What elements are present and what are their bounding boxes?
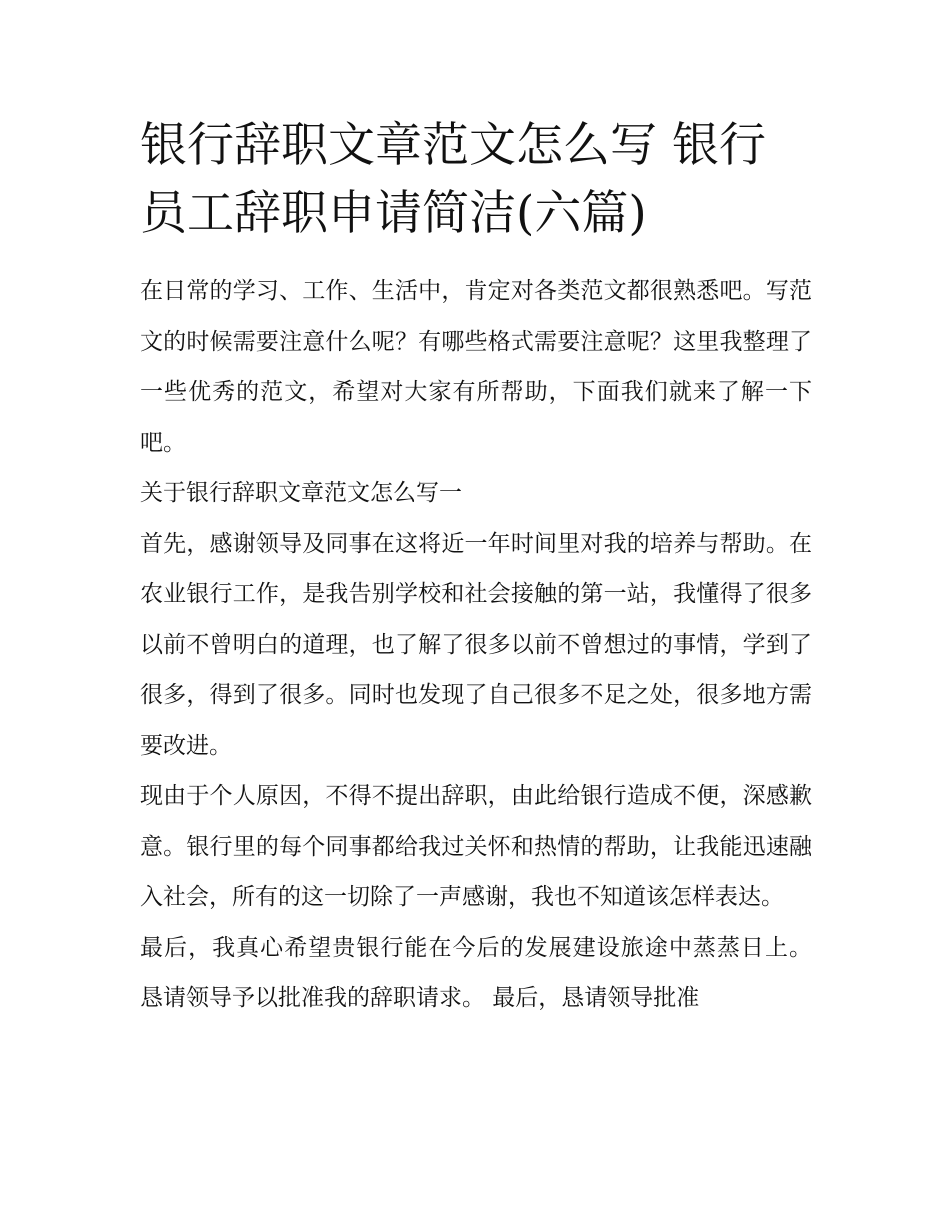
document-page	[140, 112, 812, 1024]
section-heading: 关于银行辞职文章范文怎么写一	[140, 480, 462, 506]
body-paragraph-2: 现由于个人原因，不得不提出辞职，由此给银行造成不便，深感歉意。银行里的每个同事都给我过关怀和热情的帮助，让我能迅速融入社会，所有的这一切除了一声感谢，我也不知道该怎样表达。	[140, 783, 812, 910]
intro-paragraph: 在日常的学习、工作、生活中，肯定对各类范文都很熟悉吧。写范文的时候需要注意什么呢？有哪些格式需要注意呢？这里我整理了一些优秀的范文，希望对大家有所帮助，下面我们就来了解一下吧。	[140, 278, 812, 456]
body-paragraph-1: 首先，感谢领导及同事在这将近一年时间里对我的培养与帮助。在农业银行工作，是我告别学校和社会接触的第一站，我懂得了很多以前不曾明白的道理，也了解了很多以前不曾想过的事情，学到了很多，得到了很多。同时也发现了自己很多不足之处，很多地方需要改进。	[140, 530, 812, 759]
body-paragraph-3: 最后，我真心希望贵银行能在今后的发展建设旅途中蒸蒸日上。 恳请领导予以批准我的辞职请求。 最后，恳请领导批准	[140, 934, 812, 1011]
document-title: 银行辞职文章范文怎么写 银行员工辞职申请简洁(六篇)	[140, 118, 766, 241]
